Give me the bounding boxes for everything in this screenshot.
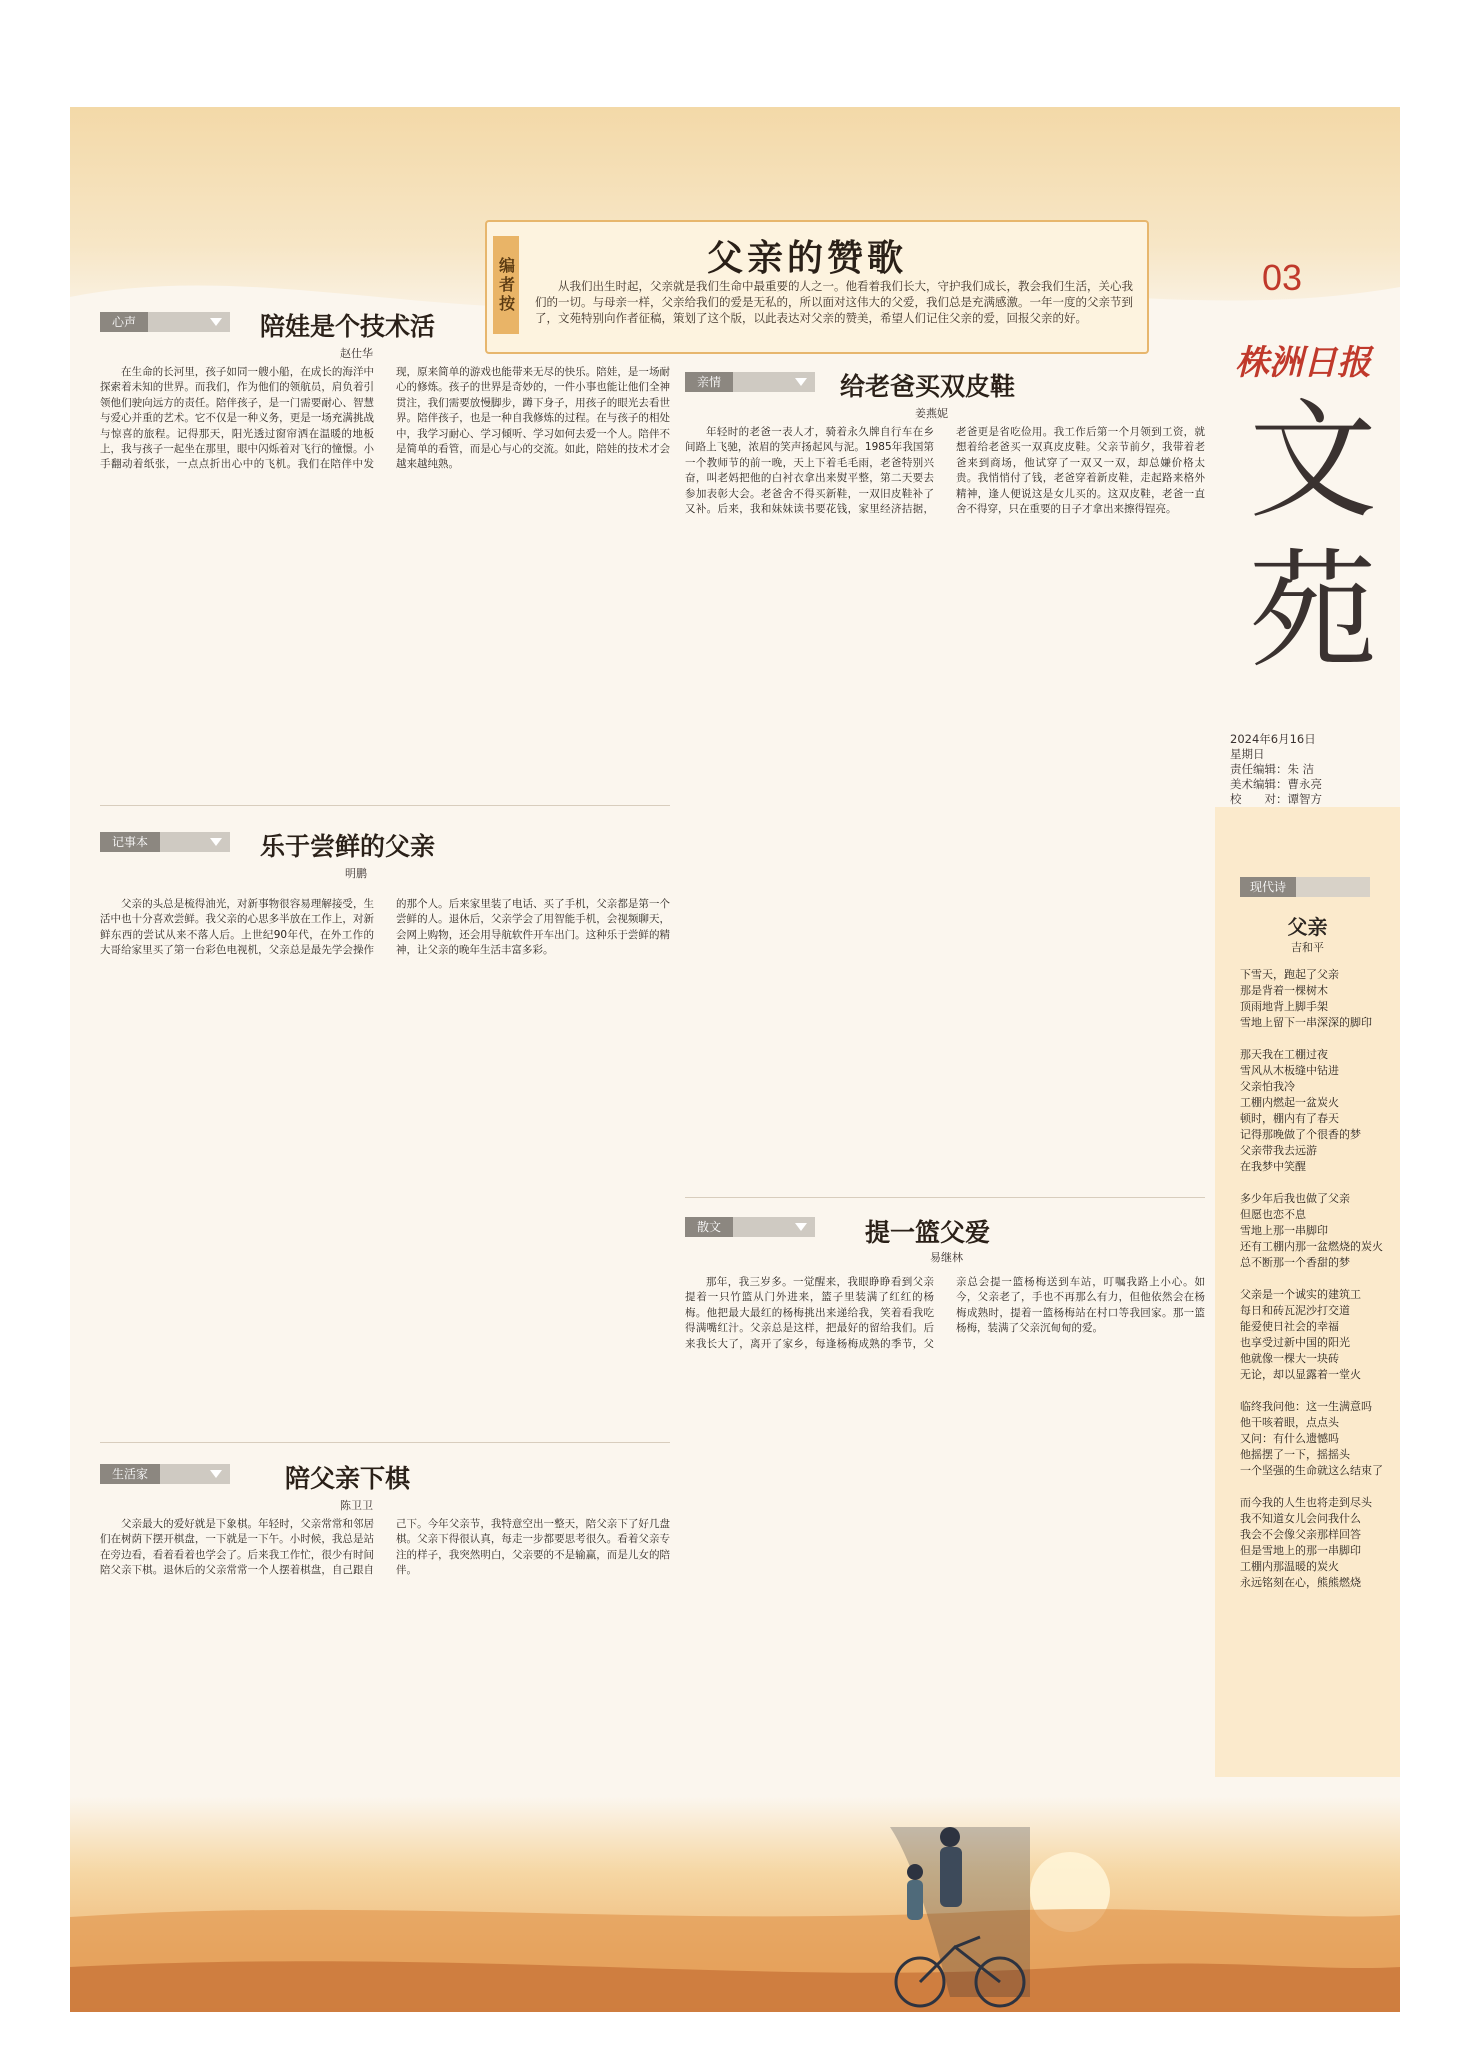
- sunset-illustration: [70, 1797, 1400, 2012]
- article-body: 父亲的头总是梳得油光，对新事物很容易理解接受，生活中也十分喜欢尝鲜。我父亲的心思多半放在工作上，对新鲜东西的尝试从来不落人后。上世纪90年代，在外工作的大哥给家里买了第一台彩色电视机，父亲总是最先学会操作的那个人。后来家里装了电话、买了手机，父亲都是第一个尝鲜的人。退休后，父亲学会了用智能手机，会视频聊天，会网上购物，还会用导航软件开车出门。这种乐于尝鲜的精神，让父亲的晚年生活丰富多彩。: [100, 898, 670, 957]
- divider: [100, 1442, 670, 1443]
- article-body: 在生命的长河里，孩子如同一艘小船，在成长的海洋中探索着未知的世界。而我们，作为他们的领航员，肩负着引领他们驶向远方的责任。陪伴孩子，是一门需要耐心、智慧与爱心并重的艺术。它不仅是一种义务，更是一场充满挑战与惊喜的旅程。记得那天，阳光透过窗帘洒在温暖的地板上，我与孩子一起坐在那里，眼中闪烁着对飞行的憧憬。小手翻动着纸张，一点点折出心中的飞机。我们在陪伴中发现，原来简单的游戏也能带来无尽的快乐。陪娃，是一场耐心的修炼。孩子的世界是奇妙的，一件小事也能让他们全神贯注，我们需要放慢脚步，蹲下身子，用孩子的眼光去看世界。陪伴孩子，也是一种自我修炼的过程。在与孩子的相处中，我学习耐心、学习倾听、学习如何去爱一个人。陪伴不是简单的看管，而是心与心的交流。如此，陪娃的技术才会越来越纯熟。: [100, 366, 670, 471]
- section-tag-xinsheng: 心声: [100, 312, 230, 332]
- section-tag-xiandaishi: 现代诗: [1240, 877, 1370, 897]
- section-tag-shenghuojia: 生活家: [100, 1464, 230, 1484]
- poem-stanza: 那天我在工棚过夜 雪风从木板缝中钻进 父亲怕我冷 工棚内燃起一盆炭火 顿时，棚内有了春天 记得那晚做了个很香的梦 父亲带我去远游 在我梦中笑醒: [1240, 1048, 1361, 1173]
- article-body: 父亲最大的爱好就是下象棋。年轻时，父亲常常和邻居们在树荫下摆开棋盘，一下就是一下午。小时候，我总是站在旁边看，看着看着也学会了。后来我工作忙，很少有时间陪父亲下棋。退休后的父亲常常一个人摆着棋盘，自己跟自己下。今年父亲节，我特意空出一整天，陪父亲下了好几盘棋。父亲下得很认真，每走一步都要思考很久。看着父亲专注的样子，我突然明白，父亲要的不是输赢，而是儿女的陪伴。: [100, 1518, 670, 1577]
- weekday: 星期日: [1230, 747, 1265, 761]
- article-title: 陪娃是个技术活: [260, 312, 436, 341]
- article-body: 那年，我三岁多。一觉醒来，我眼睁睁看到父亲提着一只竹篮从门外进来，篮子里装满了红红的杨梅。他把最大最红的杨梅挑出来递给我，笑着看我吃得满嘴红汁。父亲总是这样，把最好的留给我们。后来我长大了，离开了家乡，每逢杨梅成熟的季节，父亲总会提一篮杨梅送到车站，叮嘱我路上小心。如今，父亲老了，手也不再那么有力，但他依然会在杨梅成熟时，提着一篮杨梅站在村口等我回家。那一篮杨梅，装满了父亲沉甸甸的爱。: [685, 1276, 1205, 1350]
- article-author: 陈卫卫: [340, 1499, 373, 1512]
- poem-title: 父亲: [1287, 915, 1328, 939]
- feature-header-box: [485, 220, 1149, 354]
- article-title: 乐于尝鲜的父亲: [260, 832, 436, 861]
- article-author: 赵仕华: [340, 347, 373, 360]
- article-title: 给老爸买双皮鞋: [840, 372, 1016, 401]
- editor-note-tag: 编者按: [493, 236, 519, 334]
- poem-stanza: 而今我的人生也将走到尽头 我不知道女儿会问我什么 我会不会像父亲那样回答 但是雪地上的那一串脚印 工棚内那温暖的炭火 永远铭刻在心，熊熊燃烧: [1240, 1496, 1372, 1589]
- art-editor-credit: 美术编辑：曹永亮: [1230, 777, 1322, 791]
- poem-body: [1240, 967, 1390, 1607]
- section-tag-qinqing: 亲情: [685, 372, 815, 392]
- proofreader-credit: 校 对：谭智方: [1230, 792, 1322, 806]
- article-title: 提一篮父爱: [865, 1218, 991, 1247]
- section-tag-sanwen: 散文: [685, 1217, 815, 1237]
- masthead-logo: 株洲日报: [1235, 343, 1371, 383]
- editor-credit: 责任编辑：朱 洁: [1230, 762, 1315, 776]
- divider: [100, 805, 670, 806]
- poem-stanza: 临终我问他：这一生满意吗 他干咳着眼，点点头 又问：有什么遗憾吗 他摇摆了一下，摇摇头 一个坚强的生命就这么结束了: [1240, 1400, 1383, 1477]
- article-author: 明鹏: [345, 867, 367, 880]
- newspaper-page: [70, 107, 1400, 2012]
- poem-stanza: 下雪天，跑起了父亲 那是背着一棵树木 顶雨地背上脚手架 雪地上留下一串深深的脚印: [1240, 968, 1372, 1029]
- feature-intro: 从我们出生时起，父亲就是我们生命中最重要的人之一。他看着我们长大，守护我们成长，教会我们生活，关心我们的一切。与母亲一样，父亲给我们的爱是无私的，所以面对这伟大的父爱，我们总是充满感激。一年一度的父亲节到了，文苑特别向作者征稿，策划了这个版，以此表达对父亲的赞美，希望人们记住父亲的爱，回报父亲的好。: [535, 279, 1133, 325]
- article-author: 易继林: [930, 1251, 963, 1264]
- publication-meta: [1230, 732, 1322, 807]
- poem-sidebar: [1215, 807, 1400, 1777]
- feature-title: 父亲的赞歌: [707, 238, 908, 279]
- article-body: 年轻时的老爸一表人才，骑着永久牌自行车在乡间路上飞驰，浓眉的笑声扬起风与泥。1985年我国第一个教师节的前一晚，天上下着毛毛雨，老爸特别兴奋，叫老妈把他的白衬衣拿出来熨平整，第二天要去参加表彰大会。老爸舍不得买新鞋，一双旧皮鞋补了又补。后来，我和妹妹读书要花钱，家里经济拮据，老爸更是省吃俭用。我工作后第一个月领到工资，就想着给老爸买一双真皮皮鞋。父亲节前夕，我带着老爸来到商场，他试穿了一双又一双，却总嫌价格太贵。我悄悄付了钱，老爸穿着新皮鞋，走起路来格外精神，逢人便说这是女儿买的。这双皮鞋，老爸一直舍不得穿，只在重要的日子才拿出来擦得锃亮。: [685, 426, 1205, 516]
- divider: [685, 1197, 1205, 1198]
- poem-stanza: 多少年后我也做了父亲 但愿也恋不息 雪地上那一串脚印 还有工棚内那一盆燃烧的炭火 总不断那一个香甜的梦: [1240, 1192, 1383, 1269]
- date: 2024年6月16日: [1230, 732, 1316, 746]
- poem-author: 吉和平: [1291, 941, 1324, 954]
- article-title: 陪父亲下棋: [285, 1464, 411, 1493]
- section-title: 文苑: [1248, 387, 1377, 686]
- page-number: 03: [1262, 257, 1303, 298]
- article-author: 姜燕妮: [915, 407, 948, 420]
- poem-stanza: 父亲是一个诚实的建筑工 每日和砖瓦泥沙打交道 能爱使日社会的幸福 也享受过新中国的阳光 他就像一棵大一块砖 无论，却以显露着一堂火: [1240, 1288, 1361, 1381]
- section-tag-jishiben: 记事本: [100, 832, 230, 852]
